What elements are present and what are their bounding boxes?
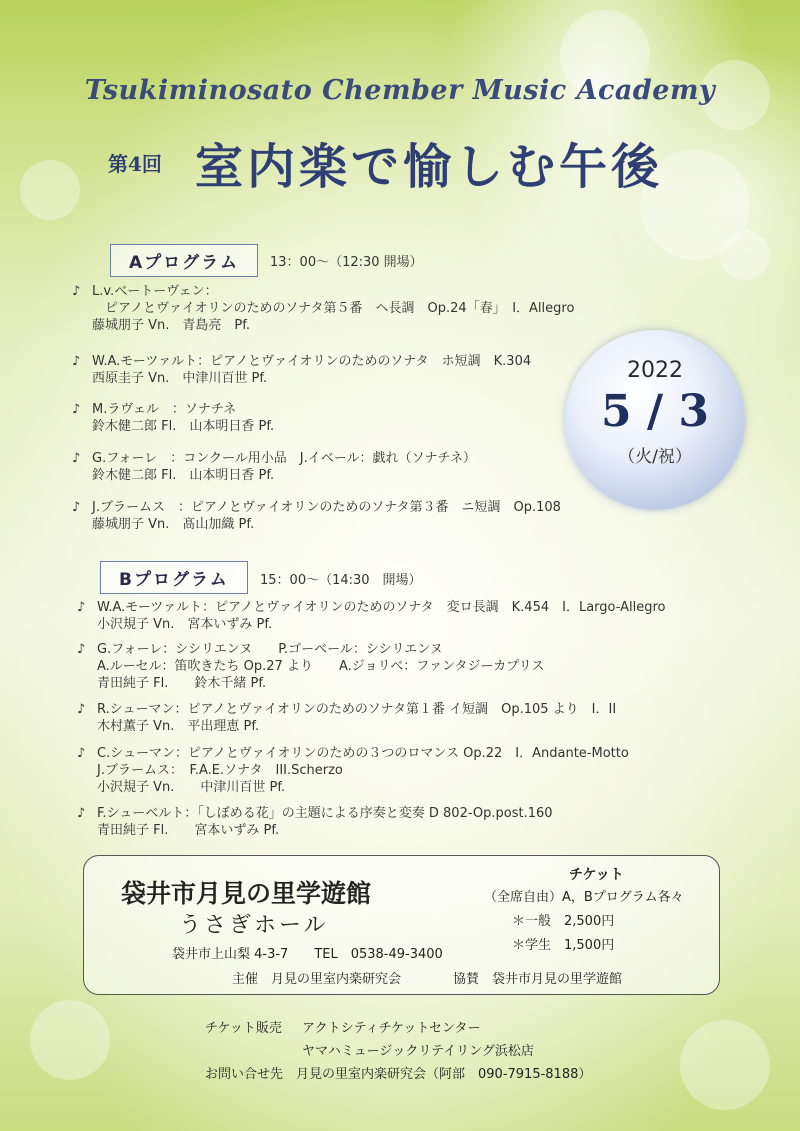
music-note-icon: ♪: [77, 702, 86, 717]
organizer-line: 主催 月見の里室内楽研究会 協賛 袋井市月見の里学遊館: [232, 972, 623, 987]
music-note-icon: ♪: [72, 402, 81, 417]
venue-info-box: [83, 855, 720, 995]
program-a-item: [72, 283, 575, 334]
music-note-icon: ♪: [77, 746, 86, 761]
piece-line: J.ブラームス： F.A.E.ソナタ III.Scherzo: [97, 763, 343, 778]
piece-line: G.フォーレ ：コンクール用小品 J.イベール：戯れ（ソナチネ）: [92, 451, 476, 466]
bokeh-light: [20, 160, 80, 220]
music-note-icon: ♪: [77, 600, 86, 615]
piece-line: A.ルーセル：笛吹きたち Op.27 より A.ジョリベ：ファンタジーカプリス: [97, 659, 545, 674]
performers-line: 藤城朋子 Vn. 髙山加織 Pf.: [92, 517, 255, 532]
performers-line: 小沢規子 Vn. 中津川百世 Pf.: [97, 780, 286, 795]
ticket-note: （全席自由）A，Bプログラム各々: [484, 890, 684, 905]
performers-line: 木村薫子 Vn. 平出理恵 Pf.: [97, 719, 260, 734]
music-note-icon: ♪: [77, 806, 86, 821]
piece-line: W.A.モーツァルト：ピアノとヴァイオリンのためのソナタ 変ロ長調 K.454 I．Largo-Allegro: [97, 600, 666, 615]
ticket-price-general: ＊一般 2,500円: [512, 914, 615, 929]
title-japanese: 室内楽で愉しむ午後: [195, 139, 664, 195]
music-note-icon: ♪: [72, 354, 81, 369]
program-b-label: Bプログラム: [100, 561, 248, 594]
venue-address: 袋井市上山梨 4-3-7 TEL 0538-49-3400: [172, 947, 443, 962]
piece-line: M.ラヴェル ：ソナチネ: [92, 402, 237, 417]
bokeh-light: [680, 1020, 770, 1110]
program-b-time: 15：00～（14:30 開場）: [260, 573, 422, 588]
piece-line: F.シューベルト：「しぼめる花」の主題による序奏と変奏 D 802-Op.post.160: [97, 806, 553, 821]
piece-line: G.フォーレ：シシリエンヌ P.ゴーベール：シシリエンヌ: [97, 642, 443, 657]
program-b-item: [77, 701, 617, 735]
ticket-price-student: ＊学生 1,500円: [512, 938, 615, 953]
ticket-sales-label: チケット販売: [205, 1021, 282, 1036]
bokeh-light: [720, 230, 770, 280]
program-b-item: [77, 805, 553, 839]
program-a-item: [72, 401, 275, 435]
inquiry-line: お問い合せ先 月見の里室内楽研究会（阿部 090-7915-8188）: [205, 1067, 592, 1082]
venue-hall: うさぎホール: [179, 913, 329, 938]
venue-name: 袋井市月見の里学遊館: [121, 879, 372, 908]
title-english: Tsukiminosato Chember Music Academy: [84, 75, 716, 106]
program-b-item: [77, 745, 629, 796]
piece-line: R.シューマン：ピアノとヴァイオリンのためのソナタ第１番 イ短調 Op.105 より I．II: [97, 702, 617, 717]
program-b-item: [77, 641, 545, 692]
program-a-item: [72, 353, 532, 387]
performers-line: 青田純子 Fl. 宮本いずみ Pf.: [97, 823, 280, 838]
piece-line: C.シューマン：ピアノとヴァイオリンのための３つのロマンス Op.22 I．Andante-Motto: [97, 746, 629, 761]
program-a-item: [72, 499, 561, 533]
program-b-item: [77, 599, 666, 633]
piece-line: J.ブラームス ：ピアノとヴァイオリンのためのソナタ第３番 ニ短調 Op.108: [92, 500, 561, 515]
program-a-label: Aプログラム: [110, 244, 258, 277]
event-day: 5 / 3: [601, 386, 709, 437]
piece-line: ピアノとヴァイオリンのためのソナタ第５番 ヘ長調 Op.24「春」 I．Allegro: [92, 301, 575, 316]
event-date-badge: [565, 330, 745, 510]
event-weekday: （火/祝）: [618, 447, 692, 467]
music-note-icon: ♪: [72, 500, 81, 515]
performers-line: 鈴木健二郎 Fl. 山本明日香 Pf.: [92, 468, 275, 483]
performers-line: 青田純子 Fl. 鈴木千緒 Pf.: [97, 676, 267, 691]
performers-line: 小沢規子 Vn. 宮本いずみ Pf.: [97, 617, 273, 632]
performers-line: 鈴木健二郎 Fl. 山本明日香 Pf.: [92, 419, 275, 434]
event-year: 2022: [627, 358, 683, 383]
piece-line: W.A.モーツァルト：ピアノとヴァイオリンのためのソナタ ホ短調 K.304: [92, 354, 532, 369]
performers-line: 西原圭子 Vn. 中津川百世 Pf.: [92, 371, 268, 386]
ticket-heading: チケット: [569, 867, 624, 883]
bokeh-light: [30, 1000, 110, 1080]
ticket-sales-outlet: アクトシティチケットセンター: [302, 1021, 481, 1036]
music-note-icon: ♪: [72, 284, 81, 299]
program-a-item: [72, 450, 476, 484]
edition-number: 第4回: [108, 152, 162, 176]
program-a-time: 13：00～（12:30 開場）: [270, 255, 423, 270]
piece-line: L.v.ベートーヴェン：: [92, 284, 218, 299]
performers-line: 藤城朋子 Vn. 青島亮 Pf.: [92, 318, 250, 333]
music-note-icon: ♪: [72, 451, 81, 466]
ticket-sales-outlet: ヤマハミュージックリテイリング浜松店: [302, 1044, 534, 1059]
music-note-icon: ♪: [77, 642, 86, 657]
